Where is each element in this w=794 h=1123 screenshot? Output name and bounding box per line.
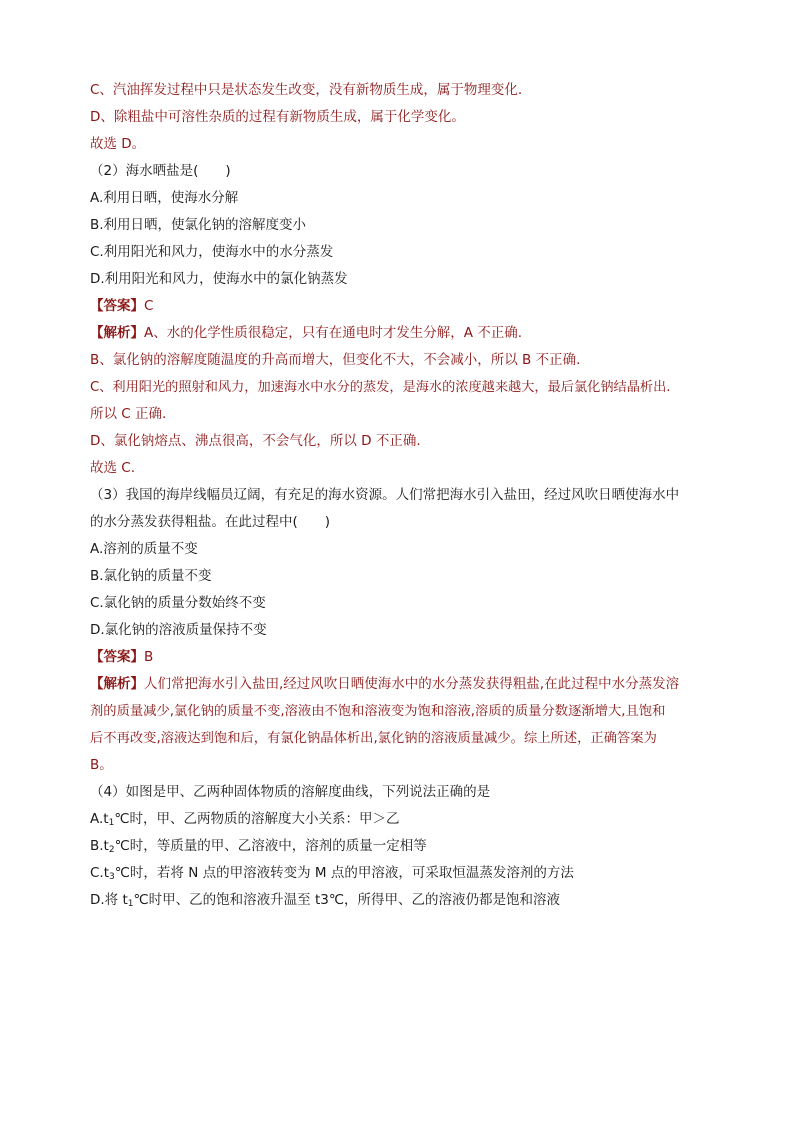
- answer-label: 【答案】: [90, 649, 144, 665]
- q4-option-a: [90, 806, 710, 833]
- q3-answer: [90, 644, 710, 671]
- q2-stem: （2）海水晒盐是( ): [90, 163, 231, 179]
- q2-analysis-line-5: D、氯化钠熔点、沸点很高，不会气化，所以 D 不正确.: [90, 433, 421, 449]
- option-text: ℃时，若将 N 点的甲溶液转变为 M 点的甲溶液，可采取恒温蒸发溶剂的方法: [114, 865, 574, 881]
- analysis-text: 人们常把海水引入盐田,经过风吹日晒使海水中的水分蒸发获得粗盐,在此过程中水分蒸发溶: [144, 676, 680, 692]
- subscript: 3: [109, 872, 115, 882]
- q3-option-d: D.氯化钠的溶液质量保持不变: [90, 622, 267, 638]
- q3-analysis-line-2: 剂的质量减少,氯化钠的质量不变,溶液由不饱和溶液变为饱和溶液,溶质的质量分数逐渐增大,且饱和: [90, 704, 666, 719]
- q3-option-c: C.氯化钠的质量分数始终不变: [90, 595, 266, 611]
- q4-option-c: [90, 860, 710, 887]
- q3-option-b: B.氯化钠的质量不变: [90, 568, 212, 584]
- q2-option-d: D.利用阳光和风力，使海水中的氯化钠蒸发: [90, 271, 348, 287]
- answer-value: C: [144, 298, 154, 314]
- q4-option-d: [90, 887, 710, 914]
- q3-stem-line-1: （3）我国的海岸线幅员辽阔，有充足的海水资源。人们常把海水引入盐田，经过风吹日晒使海水中: [90, 487, 680, 503]
- q3-analysis-line-4: B。: [90, 757, 113, 773]
- q2-option-c: C.利用阳光和风力，使海水中的水分蒸发: [90, 244, 334, 260]
- document-page: [90, 77, 710, 914]
- q1-option-d-explanation: D、除粗盐中可溶性杂质的过程有新物质生成，属于化学变化。: [90, 109, 465, 125]
- q2-option-b: B.利用日晒，使氯化钠的溶解度变小: [90, 217, 307, 233]
- q1-conclusion: 故选 D。: [90, 136, 146, 152]
- q3-stem-line-2: 的水分蒸发获得粗盐。在此过程中( ): [90, 514, 331, 530]
- option-text: ℃时甲、乙的饱和溶液升温至 t3℃，所得甲、乙的溶液仍都是饱和溶液: [133, 892, 561, 908]
- subscript: 1: [127, 899, 134, 909]
- q3-analysis-line-1: [90, 671, 710, 698]
- q3-option-a: A.溶剂的质量不变: [90, 541, 198, 557]
- q1-option-c-explanation: C、汽油挥发过程中只是状态发生改变，没有新物质生成，属于物理变化.: [90, 82, 523, 98]
- q2-analysis-line-4: 所以 C 正确.: [90, 406, 167, 422]
- subscript: 1: [108, 818, 115, 828]
- subscript: 2: [108, 845, 115, 855]
- answer-value: B: [144, 649, 154, 665]
- option-prefix: D.将 t: [90, 892, 128, 908]
- analysis-label: 【解析】: [90, 676, 144, 692]
- option-prefix: A.t: [90, 811, 109, 827]
- q4-option-b: [90, 833, 710, 860]
- option-text: ℃时，甲、乙两物质的溶解度大小关系：甲＞乙: [114, 811, 400, 827]
- option-prefix: B.t: [90, 838, 109, 854]
- q3-analysis-line-3: 后不再改变,溶液达到饱和后，有氯化钠晶体析出,氯化钠的溶液质量减少。综上所述，正确答案为: [90, 731, 657, 746]
- q4-stem: （4）如图是甲、乙两种固体物质的溶解度曲线，下列说法正确的是: [90, 784, 491, 800]
- q2-analysis-line-3: C、利用阳光的照射和风力，加速海水中水分的蒸发，是海水的浓度越来越大，最后氯化钠结晶析出.: [90, 380, 671, 395]
- q2-analysis-line-2: B、氯化钠的溶解度随温度的升高而增大，但变化不大，不会减小，所以 B 不正确.: [90, 352, 581, 368]
- answer-label: 【答案】: [90, 298, 144, 314]
- analysis-label: 【解析】: [90, 325, 144, 341]
- q2-option-a: A.利用日晒，使海水分解: [90, 190, 239, 206]
- analysis-text: A、水的化学性质很稳定，只有在通电时才发生分解，A 不正确.: [144, 325, 523, 341]
- q2-answer: [90, 293, 710, 320]
- q2-analysis-line-1: [90, 320, 710, 347]
- option-text: ℃时，等质量的甲、乙溶液中，溶剂的质量一定相等: [114, 838, 427, 854]
- q2-conclusion: 故选 C.: [90, 460, 136, 476]
- option-prefix: C.t: [90, 865, 110, 881]
